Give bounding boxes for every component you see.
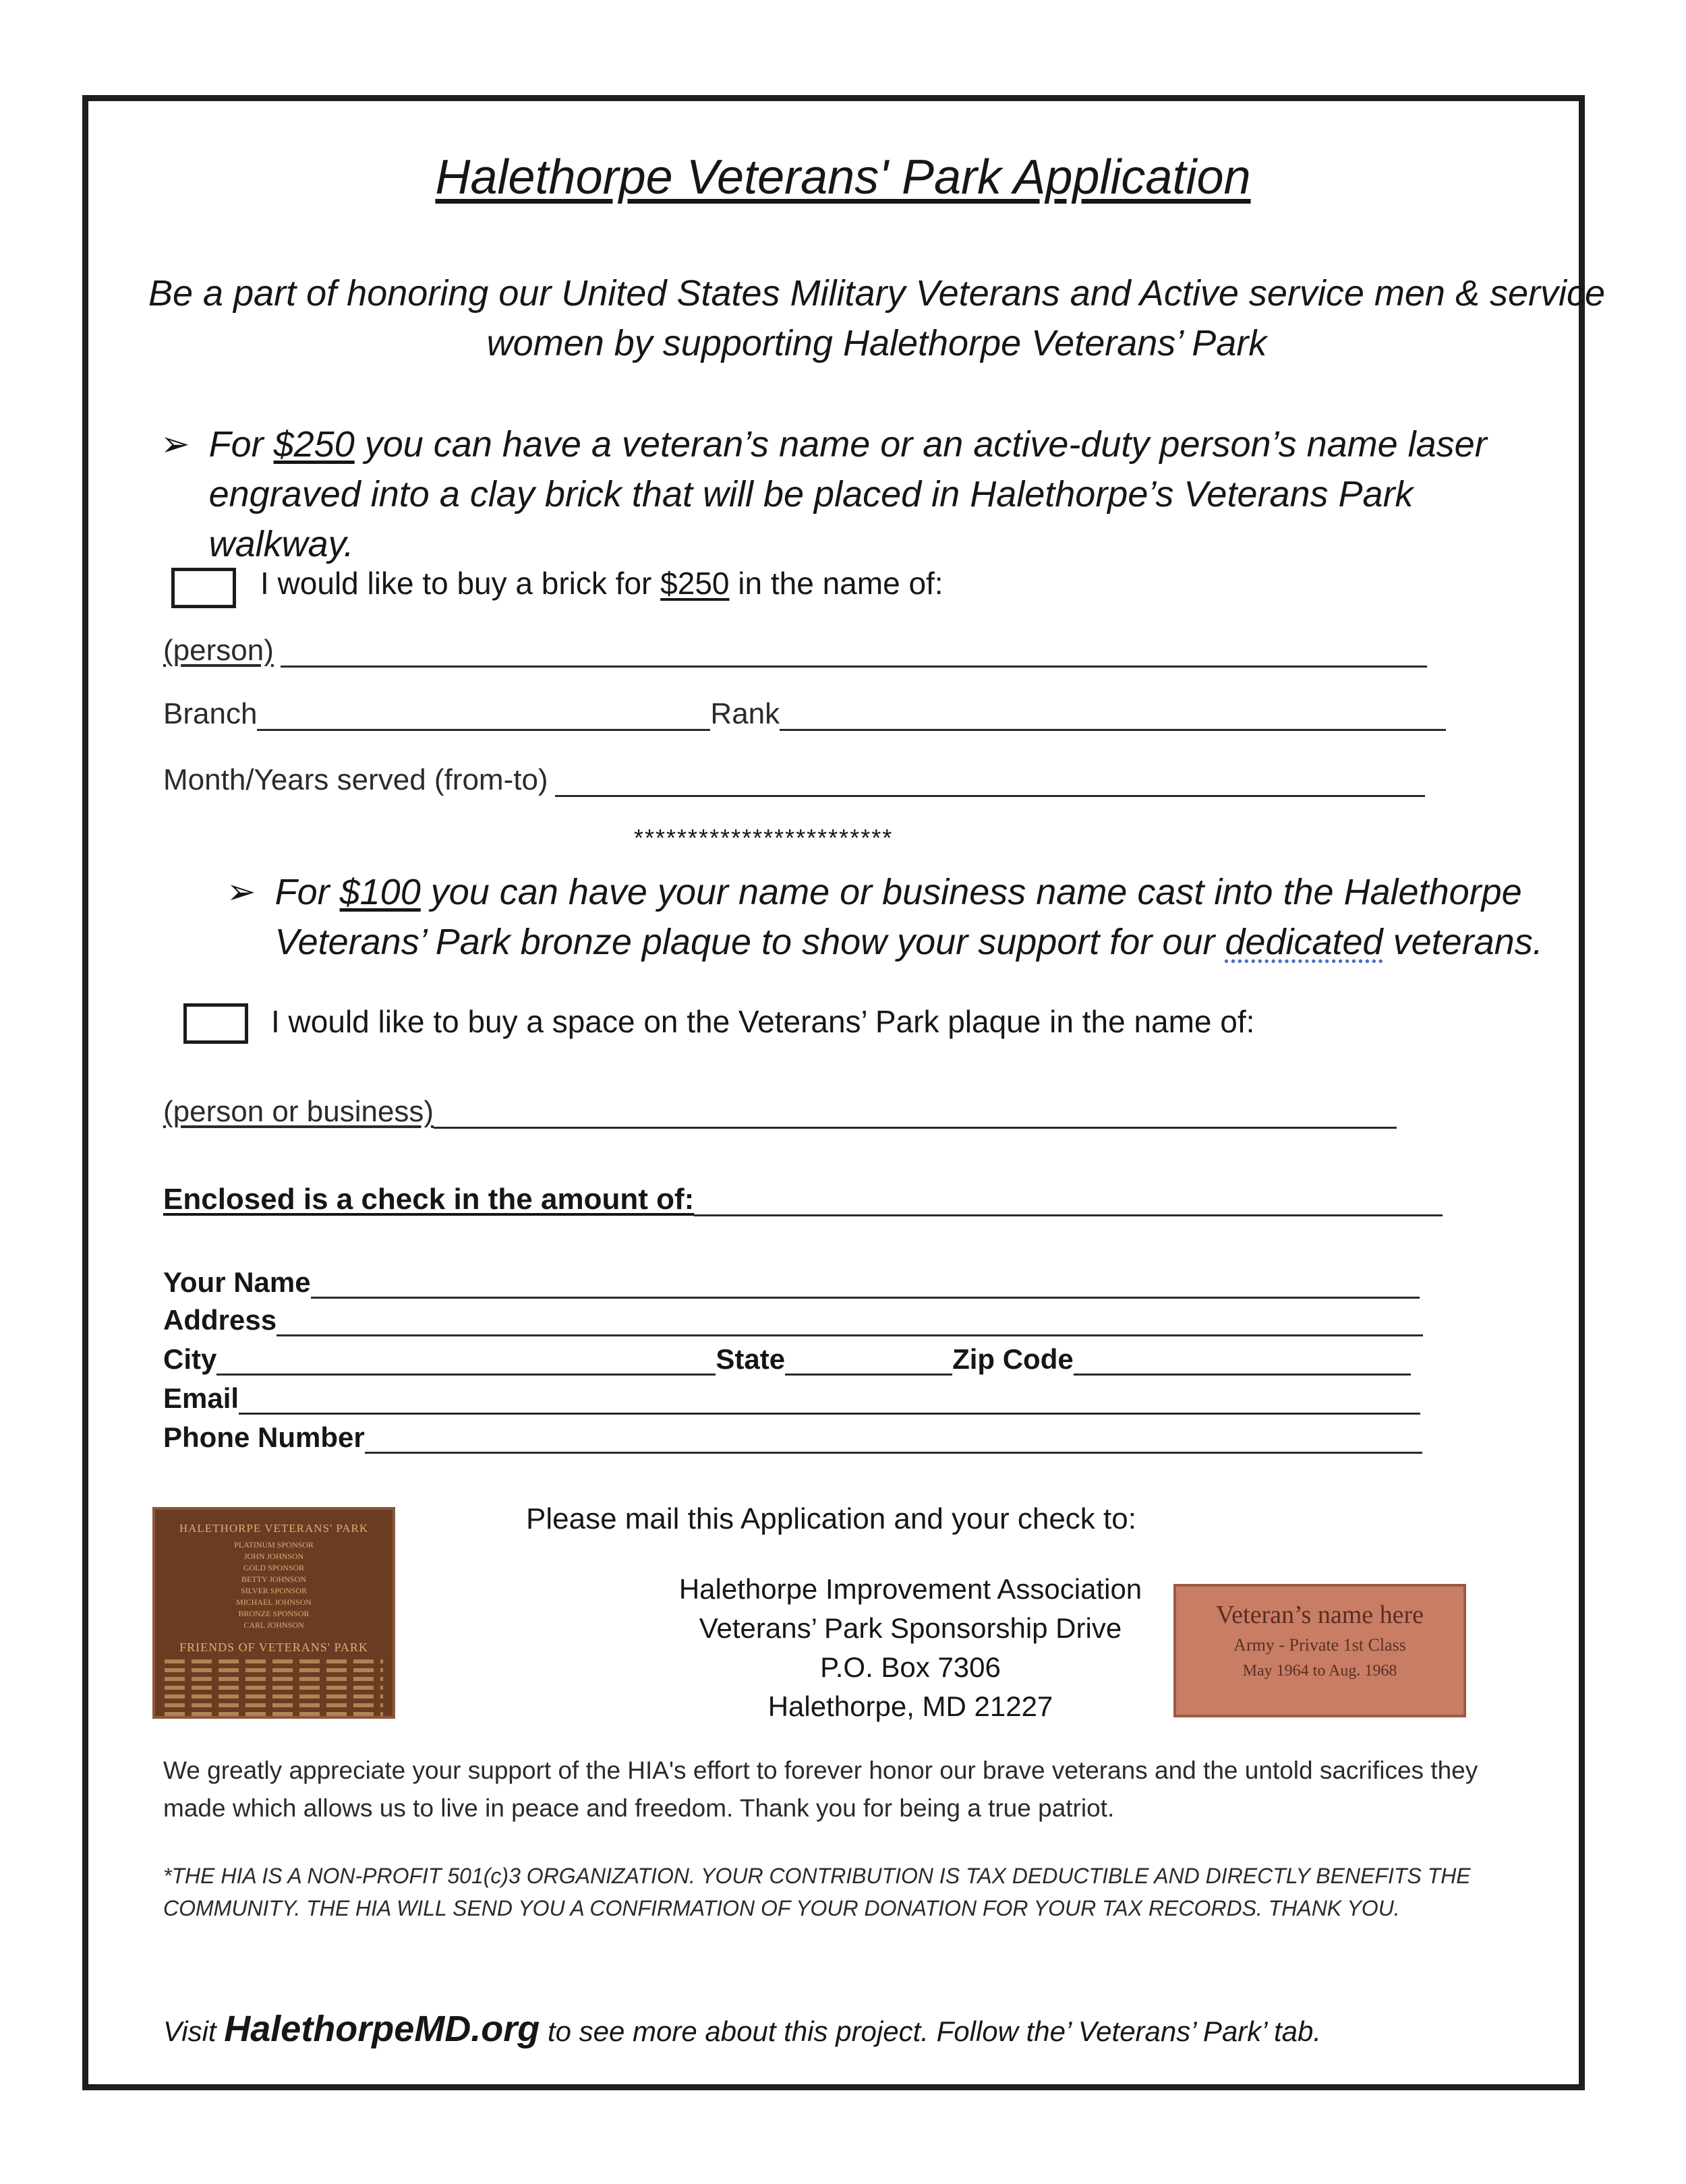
business-field[interactable] [434,1093,1397,1129]
city-state-zip-row [163,1336,1411,1376]
check-amount-field[interactable] [694,1181,1443,1216]
plaque-sponsors: PLATINUM SPONSOR JOHN JOHNSON GOLD SPONSOR BETTY JOHNSON SILVER SPONSOR MICHAEL JOHNSON BRONZE SPONSOR CARL JOHNSON [234,1540,314,1630]
mailing-address: Halethorpe Improvement Association Veterans’ Park Sponsorship Drive P.O. Box 7306 Halethorpe, MD 21227 [678,1573,1142,1722]
plaque-offer-text: For $100 you can have your name or business name cast into the Halethorpe Veterans’ Park bronze plaque to show your support for our dedicated veterans. [274,872,1543,962]
served-row [163,757,1425,797]
address-row [163,1297,1423,1336]
served-field[interactable] [555,761,1425,797]
engraved-brick-image: Veteran’s name here Army - Private 1st Class May 1964 to Aug. 1968 [1173,1584,1466,1717]
state-field[interactable] [785,1344,952,1376]
zip-label: Zip Code [952,1343,1074,1375]
page-title: Halethorpe Veterans' Park Application [435,150,1251,204]
brick-offer-text: For $250 you can have a veteran’s name or an active-duty person’s name laser engraved into a clay brick that will be placed in Halethorpe’s Veterans Park walkway. [208,424,1487,564]
phone-label: Phone Number [163,1421,365,1453]
name-field[interactable] [311,1267,1420,1299]
email-label: Email [163,1382,239,1414]
name-label: Your Name [163,1266,311,1298]
person-label: (person) [163,634,274,667]
plaque-checkbox[interactable] [183,1003,248,1044]
bronze-plaque-image [152,1507,395,1719]
city-label: City [163,1343,217,1375]
rank-field[interactable] [780,695,1446,731]
email-field[interactable] [239,1383,1420,1415]
intro-text: Be a part of honoring our United States Military Veterans and Active service men & service women by supporting Halethorpe Veterans’ Park [148,273,1606,363]
brick-price: $250 [273,424,355,465]
website-link[interactable]: HalethorpeMD.org [224,2009,540,2049]
brick-checkbox-label: I would like to buy a brick for $250 in the name of: [260,566,943,601]
check-amount-label: Enclosed is a check in the amount of: [163,1183,695,1216]
plaque-price: $100 [339,872,421,912]
arrow-bullet-icon: ➢ [227,873,256,912]
person-field[interactable] [281,632,1427,668]
visit-line: Visit HalethorpeMD.org to see more about this project. Follow the’ Veterans’ Park’ tab. [163,2009,1322,2049]
person-field-row [163,627,1427,668]
rank-label: Rank [710,697,780,730]
served-label: Month/Years served (from-to) [163,763,548,796]
phone-field[interactable] [365,1422,1422,1454]
plaque-checkbox-label: I would like to buy a space on the Veterans’ Park plaque in the name of: [271,1004,1255,1039]
business-label: (person or business) [163,1095,434,1128]
plaque-offer [227,867,1562,967]
name-row [163,1260,1420,1299]
branch-label: Branch [163,697,258,730]
branch-rank-row [163,690,1446,731]
email-row [163,1376,1420,1415]
tax-disclaimer: *THE HIA IS A NON-PROFIT 501(c)3 ORGANIZATION. YOUR CONTRIBUTION IS TAX DEDUCTIBLE AND DIRECTLY BENEFITS THE COMMUNITY. THE HIA WILL SEND YOU A CONFIRMATION OF YOUR DONATION FOR YOUR TAX RECORDS. THANK YOU. [163,1864,1471,1920]
brick-checkbox[interactable] [171,568,236,608]
city-field[interactable] [216,1344,716,1376]
check-amount-row [163,1176,1443,1216]
zip-field[interactable] [1074,1344,1411,1376]
address-label: Address [163,1304,277,1336]
branch-field[interactable] [257,695,710,731]
plaque-friends-heading: FRIENDS OF VETERANS' PARK [179,1641,368,1654]
address-field[interactable] [277,1305,1423,1336]
plaque-heading: HALETHORPE VETERANS' PARK [179,1522,369,1535]
section-separator: ************************ [634,824,894,852]
arrow-bullet-icon: ➢ [161,425,190,464]
state-label: State [716,1343,786,1375]
brick-offer [161,419,1550,569]
thanks-text: We greatly appreciate your support of the HIA's effort to forever honor our brave veterans and the untold sacrifices they made which allows us to live in peace and freedom. Thank you for being a true patriot. [163,1757,1478,1822]
mail-heading: Please mail this Application and your check to: [526,1502,1136,1535]
phone-row [163,1415,1422,1454]
business-field-row [163,1088,1397,1129]
